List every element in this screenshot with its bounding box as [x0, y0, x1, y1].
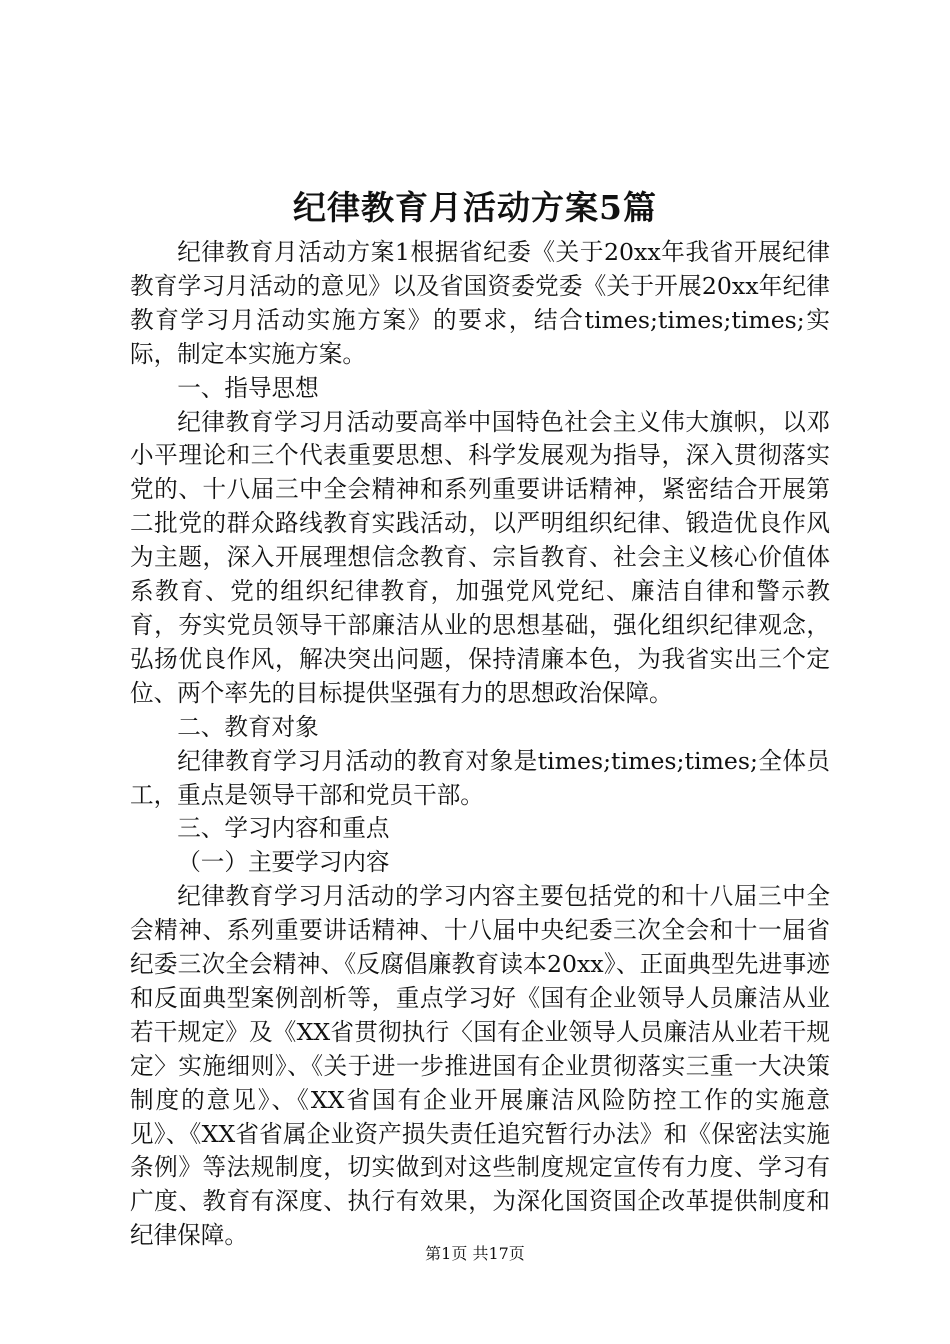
section-heading-guiding-thought: 一、指导思想 [177, 373, 319, 402]
document-title: 纪律教育月活动方案5篇 [293, 188, 657, 227]
paragraph-intro: 纪律教育月活动方案1根据省纪委《关于20xx年我省开展纪律教育学习月活动的意见》以及省国资委党委《关于开展20xx年纪律教育学习月活动实施方案》的要求，结合times;times;times;实际，制定本实施方案。 [130, 238, 830, 368]
subsection-heading-main-content: （一）主要学习内容 [177, 848, 390, 877]
paragraph-guiding-thought: 纪律教育学习月活动要高举中国特色社会主义伟大旗帜，以邓小平理论和三个代表重要思想、科学发展观为指导，深入贯彻落实党的、十八届三中全会精神和系列重要讲话精神，紧密结合开展第二批党的群众路线教育实践活动，以严明组织纪律、锻造优良作风为主题，深入开展理想信念教育、宗旨教育、社会主义核心价值体系教育、党的组织纪律教育，加强党风党纪、廉洁自律和警示教育，夯实党员领导干部廉洁从业的思想基础，强化组织纪律观念，弘扬优良作风，解决突出问题，保持清廉本色，为我省实出三个定位、两个率先的目标提供坚强有力的思想政治保障。 [130, 407, 830, 707]
section-heading-study-content: 三、学习内容和重点 [177, 814, 390, 843]
page-number-footer: 第1页 共17页 [425, 1244, 525, 1263]
document-body [130, 236, 830, 1253]
paragraph-education-target: 纪律教育学习月活动的教育对象是times;times;times;全体员工，重点是领导干部和党员干部。 [130, 746, 830, 809]
paragraph-study-content: 纪律教育学习月活动的学习内容主要包括党的和十八届三中全会精神、系列重要讲话精神、十八届中央纪委三次全会和十一届省纪委三次全会精神、《反腐倡廉教育读本20xx》、正面典型先进事迹和反面典型案例剖析等，重点学习好《国有企业领导人员廉洁从业若干规定》及《XX省贯彻执行〈国有企业领导人员廉洁从业若干规定〉实施细则》、《关于进一步推进国有企业贯彻落实三重一大决策制度的意见》、《XX省国有企业开展廉洁风险防控工作的实施意见》、《XX省省属企业资产损失责任追究暂行办法》和《保密法实施条例》等法规制度，切实做到对这些制度规定宣传有力度、学习有广度、教育有深度、执行有效果，为深化国资国企改革提供制度和纪律保障。 [130, 882, 830, 1250]
section-heading-education-target: 二、教育对象 [177, 712, 319, 741]
